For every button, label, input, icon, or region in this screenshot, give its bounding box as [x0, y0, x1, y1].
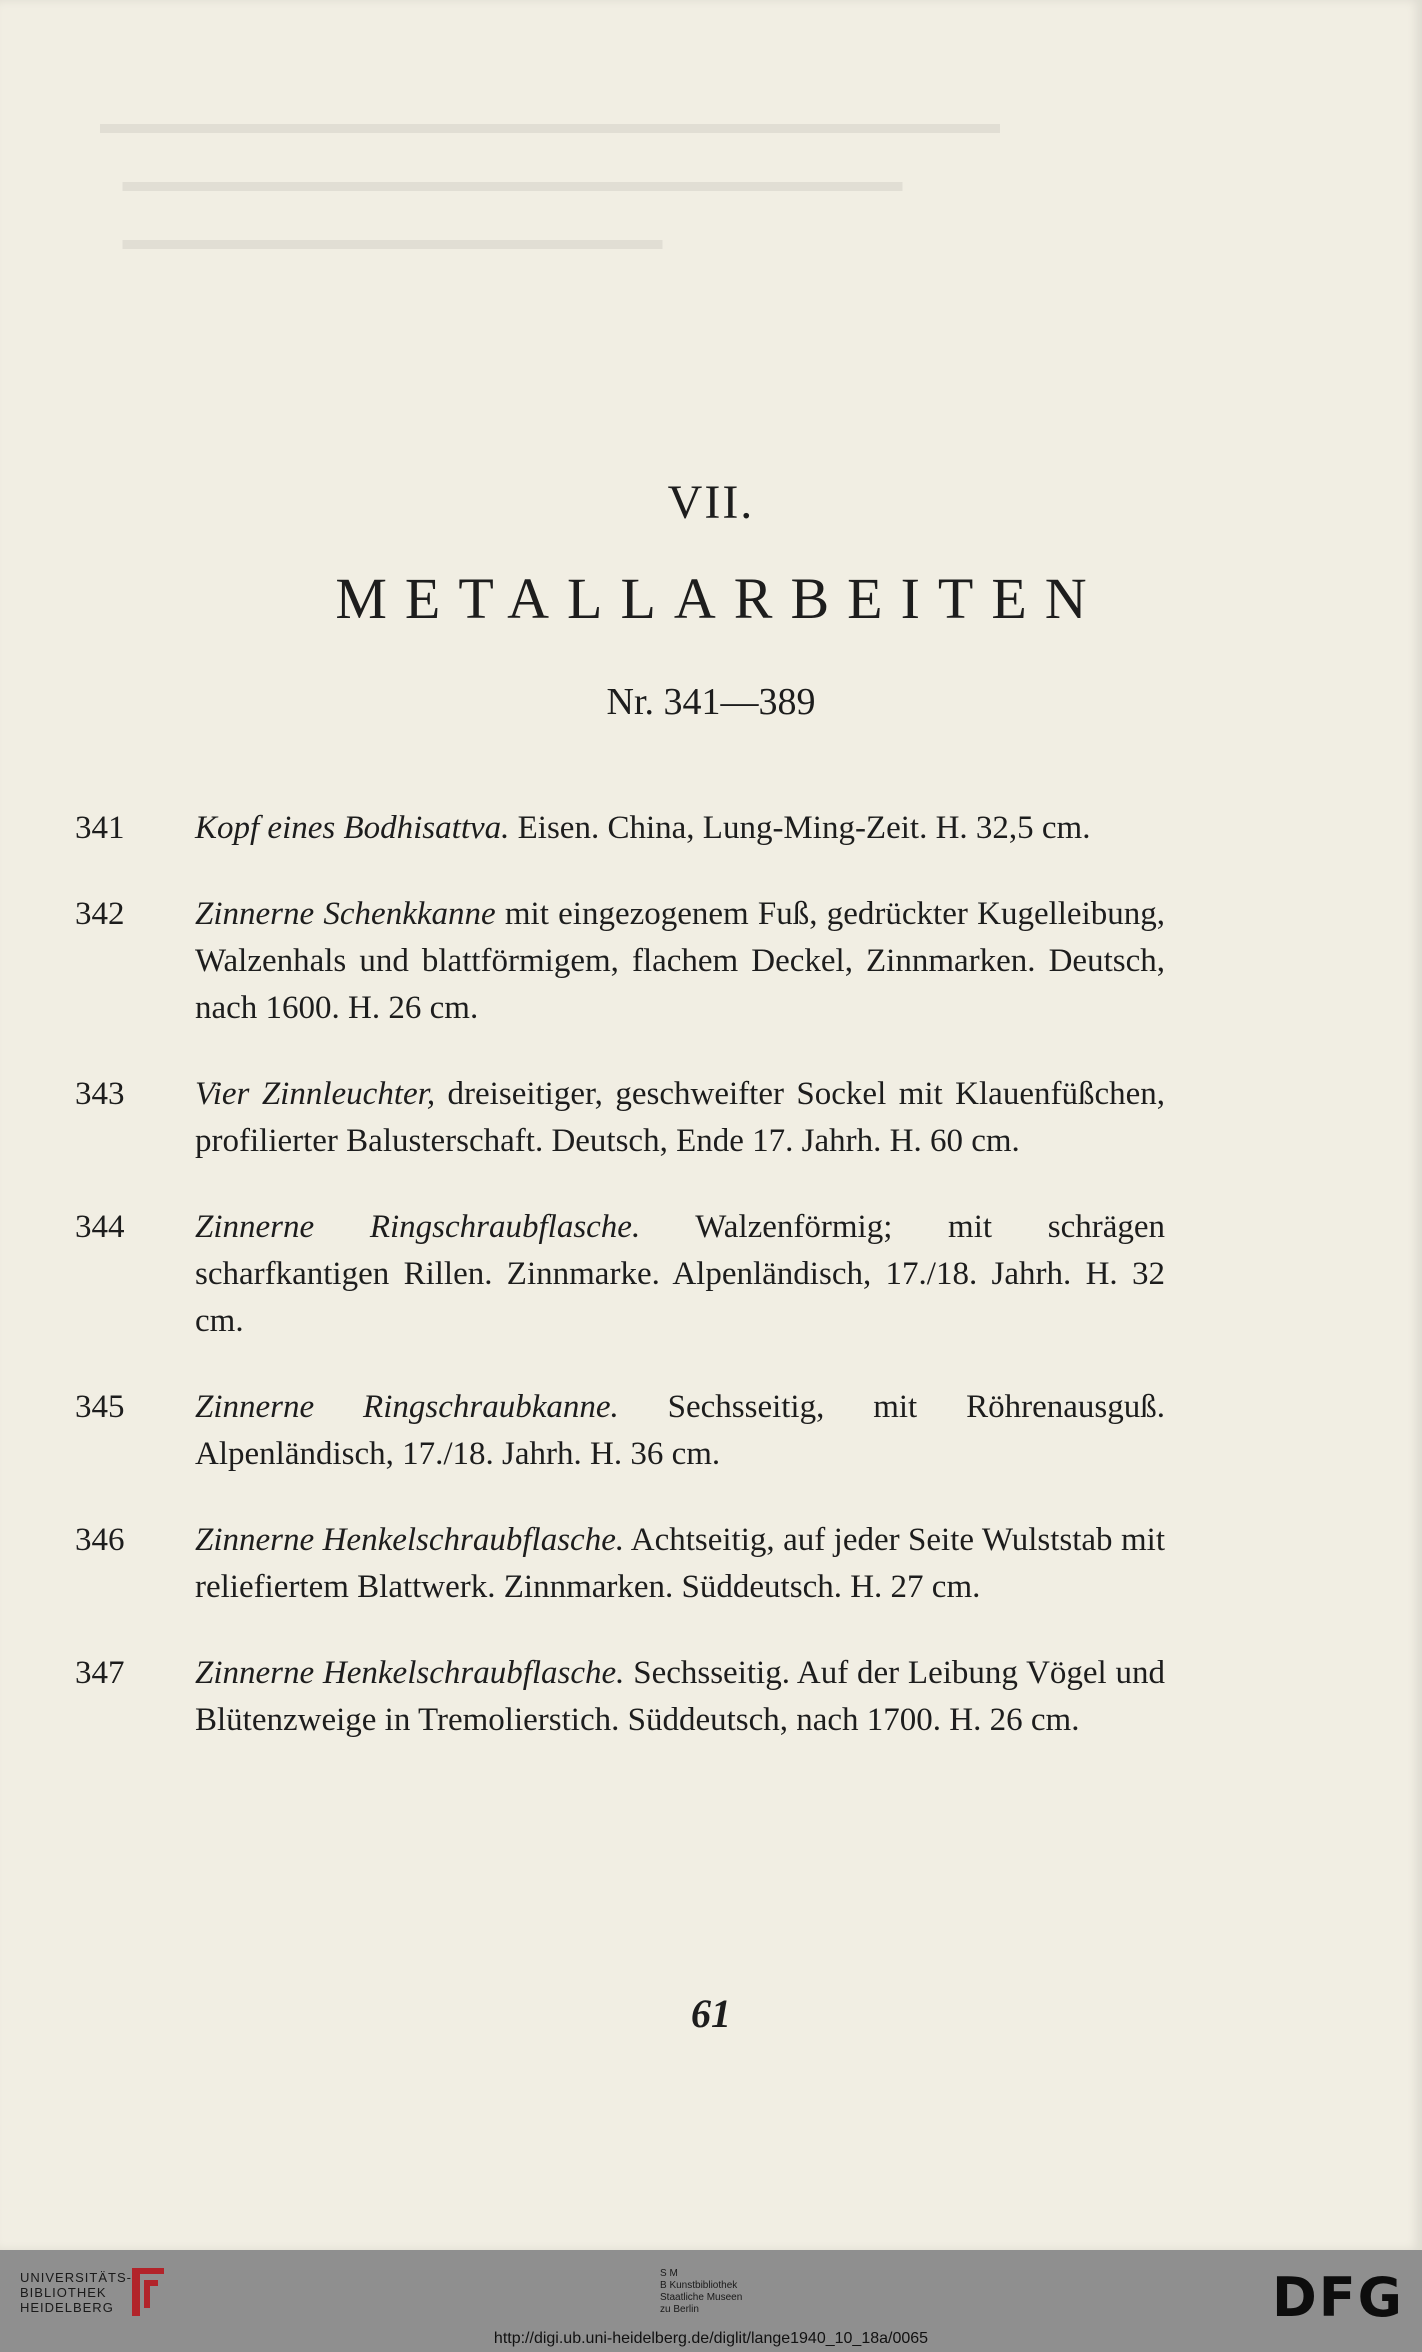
- entry-name: Zinnerne Ringschraubflasche.: [195, 1209, 641, 1245]
- university-line: BIBLIOTHEK: [20, 2285, 107, 2300]
- entry-number: 347: [75, 1655, 125, 1691]
- library-line: S M: [660, 2268, 678, 2279]
- entry-name: Zinnerne Ringschraubkanne.: [195, 1389, 619, 1425]
- entry-number: 342: [75, 896, 125, 932]
- university-line: HEIDELBERG: [20, 2300, 114, 2315]
- catalog-entry: [75, 891, 1165, 1032]
- catalog-entry: [75, 1204, 1166, 1345]
- catalog-range: Nr. 341—389: [606, 681, 816, 723]
- entry-description: dreiseitiger, geschweifter Sockel mit Klauenfüßchen, profilierter Balusterschaft. Deutsch, Ende 17. Jahrh. H. 60 cm.: [195, 1076, 1165, 1159]
- library-line: Staatliche Museen: [660, 2292, 743, 2303]
- lending-library-label: [660, 2268, 820, 2316]
- bleed-through-background: ▬▬▬▬▬▬▬▬▬▬▬▬▬▬▬▬▬▬▬▬▬▬▬▬▬▬▬▬▬▬ ▬▬▬▬▬▬▬▬▬▬▬▬▬▬▬▬▬▬▬▬▬▬▬▬▬▬ ▬▬▬▬▬▬▬▬▬▬▬▬▬▬▬▬▬▬: [100, 107, 1000, 256]
- chapter-number: VII.: [667, 476, 755, 529]
- entry-description: mit eingezogenem Fuß, gedrückter Kugelleibung, Walzenhals und blattförmigem, flachem Deckel, Zinnmarken. Deutsch, nach 1600. H. 26 cm.: [195, 896, 1165, 1026]
- entry-number: 344: [75, 1209, 125, 1245]
- entry-number: 346: [75, 1522, 125, 1558]
- digitization-footer: [0, 2250, 1422, 2352]
- university-library-name: [20, 2270, 132, 2315]
- library-line: B Kunstbibliothek: [660, 2280, 738, 2291]
- chapter-title: METALLARBEITEN: [335, 566, 1105, 631]
- university-line: UNIVERSITÄTS-: [20, 2270, 132, 2285]
- catalog-entry: [75, 1071, 1165, 1165]
- entry-name: Vier Zinnleuchter,: [195, 1076, 436, 1112]
- entry-description: Sechsseitig. Auf der Leibung Vögel und Blütenzweige in Tremolierstich. Süddeutsch, nach 1700. H. 26 cm.: [195, 1655, 1165, 1738]
- entry-name: Kopf eines Bodhisattva.: [195, 810, 510, 846]
- entry-name: Zinnerne Schenkkanne: [195, 896, 496, 932]
- entry-number: 345: [75, 1389, 125, 1425]
- dfg-logo: DFG: [1271, 2266, 1404, 2329]
- catalog-entry: [75, 1517, 1166, 1611]
- entry-number: 343: [75, 1076, 125, 1112]
- entry-number: 341: [75, 810, 125, 846]
- entry-name: Zinnerne Henkelschraubflasche.: [195, 1522, 625, 1558]
- entry-name: Zinnerne Henkelschraubflasche.: [195, 1655, 625, 1691]
- page-number: 61: [691, 1991, 731, 2036]
- entry-description: Achtseitig, auf jeder Seite Wulststab mit reliefiertem Blattwerk. Zinnmarken. Süddeutsch. H. 27 cm.: [195, 1522, 1166, 1605]
- catalog-entry: [75, 1384, 1165, 1478]
- entry-description: Walzenförmig; mit schrägen scharfkantigen Rillen. Zinnmarke. Alpenländisch, 17./18. Jahrh. H. 32 cm.: [195, 1209, 1166, 1339]
- library-line: zu Berlin: [660, 2304, 699, 2315]
- source-url[interactable]: http://digi.ub.uni-heidelberg.de/diglit/lange1940_10_18a/0065: [493, 2330, 929, 2347]
- catalog-entry: [75, 805, 1165, 852]
- entry-description: Sechsseitig, mit Röhrenausguß. Alpenländisch, 17./18. Jahrh. H. 36 cm.: [195, 1389, 1165, 1472]
- university-logo-icon: [128, 2264, 168, 2320]
- catalog-entry: [75, 1650, 1165, 1744]
- catalog-entries: [75, 805, 1166, 1783]
- entry-description: Eisen. China, Lung-Ming-Zeit. H. 32,5 cm.: [509, 810, 1091, 846]
